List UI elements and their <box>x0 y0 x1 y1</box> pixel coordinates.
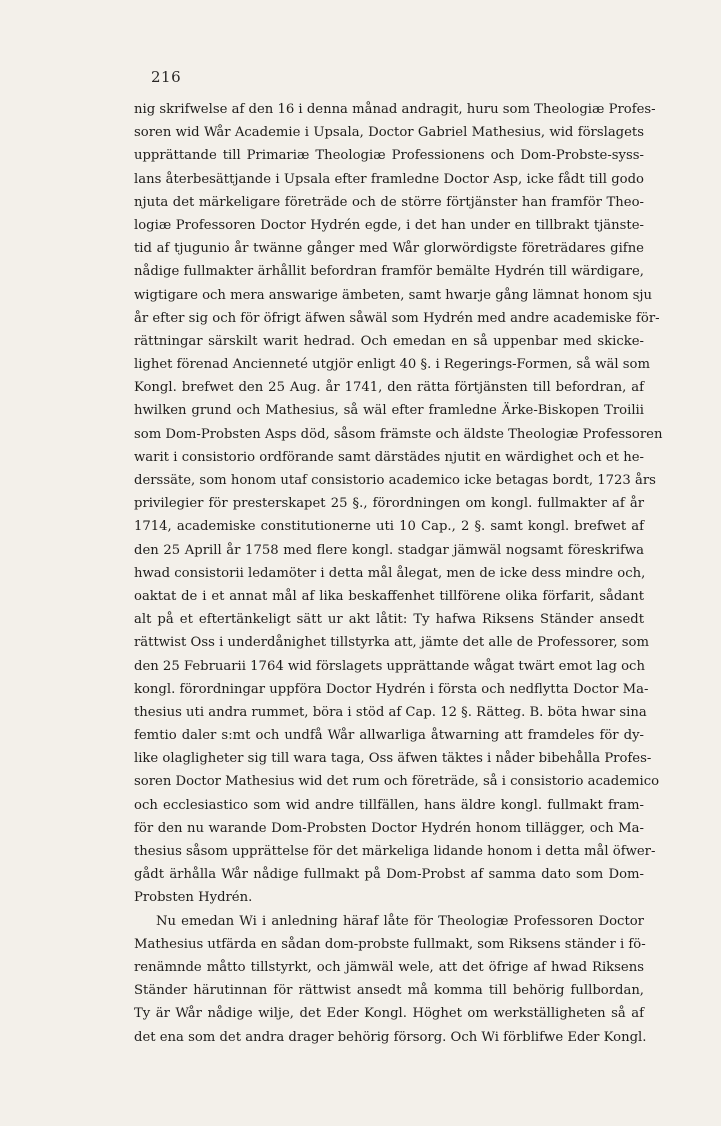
text-line: upprättande till Primariæ Theologiæ Professionens och Dom-Probste-syss- <box>134 148 644 164</box>
text-line: år efter sig och för öfrigt äfwen såwäl som Hydrén med andre academiske för- <box>134 310 660 326</box>
text-line: Ständer härutinnan för rättwist ansedt må komma till behörig fullbordan, <box>134 983 644 999</box>
text-line: oaktat de i et annat mål af lika beskaffenhet tillförene olika förfarit, sådant <box>134 588 644 604</box>
text-line: den 25 Februarii 1764 wid förslagets upprättande wågat twärt emot lag och <box>134 658 645 674</box>
text-line: logiæ Professoren Doctor Hydrén egde, i det han under en tillbrakt tjänste- <box>134 217 644 233</box>
body-text <box>134 98 663 1049</box>
text-line: Ty är Wår nådige wilje, det Eder Kongl. Höghet om werkställigheten så af <box>134 1006 644 1022</box>
text-line: Kongl. brefwet den 25 Aug. år 1741, den rätta förtjänsten till befordran, af <box>134 380 644 396</box>
text-line: 1714, academiske constitutionerne uti 10 Cap., 2 §. samt kongl. brefwet af <box>134 519 644 535</box>
text-line: rättningar särskilt warit hedrad. Och emedan en så uppenbar med skicke- <box>134 333 644 349</box>
text-line: nig skrifwelse af den 16 i denna månad andragit, huru som Theologiæ Profes- <box>134 102 656 117</box>
text-line: njuta det märkeligare företräde och de större förtjänster han framför Theo- <box>134 194 644 210</box>
text-line: gådt ärhålla Wår nådige fullmakt på Dom-Probst af samma dato som Dom- <box>134 867 644 883</box>
text-line: rättwist Oss i underdånighet tillstyrka att, jämte det alle de Professorer, som <box>134 635 649 651</box>
text-line: Probsten Hydrén. <box>134 890 253 906</box>
text-line: Mathesius utfärda en sådan dom-probste fullmakt, som Riksens ständer i fö- <box>134 936 646 952</box>
text-line: femtio daler s:mt och undfå Wår allwarliga åtwarning att framdeles för dy- <box>134 728 644 744</box>
text-line: alt på et eftertänkeligt sätt ur akt låtit: Ty hafwa Riksens Ständer ansedt <box>134 612 644 628</box>
text-line: soren Doctor Mathesius wid det rum och företräde, så i consistorio academico <box>134 774 660 790</box>
text-line: hwad consistorii ledamöter i detta mål ålegat, men de icke dess mindre och, <box>134 565 646 581</box>
text-line: hwilken grund och Mathesius, så wäl efter framledne Ärke-Biskopen Troilii <box>134 403 644 419</box>
text-line: som Dom-Probsten Asps död, såsom främste och äldste Theologiæ Professoren <box>134 426 663 442</box>
text-line: like olagligheter sig till wara taga, Oss äfwen täktes i nåder bibehålla Profes- <box>134 751 652 767</box>
text-line: thesius såsom upprättelse för det märkeliga lidande honom i detta mål öfwer- <box>134 844 656 859</box>
text-line: nådige fullmakter ärhållit befordran framför bemälte Hydrén till wärdigare, <box>134 264 644 280</box>
text-line: privilegier för presterskapet 25 §., förordningen om kongl. fullmakter af år <box>134 496 644 512</box>
text-line: för den nu warande Dom-Probsten Doctor Hydrén honom tillägger, och Ma- <box>134 820 644 836</box>
text-line: lighet förenad Ancienneté utgjör enligt 40 §. i Regerings-Formen, så wäl som <box>134 357 650 373</box>
text-line: renämnde måtto tillstyrkt, och jämwäl wele, att det öfrige af hwad Riksens <box>134 959 644 975</box>
text-line: thesius uti andra rummet, böra i stöd af Cap. 12 §. Rätteg. B. böta hwar sina <box>134 704 647 720</box>
page-number: 216 <box>151 68 182 86</box>
text-line: derssäte, som honom utaf consistorio academico icke betagas bordt, 1723 års <box>134 473 656 488</box>
text-line: tid af tjugunio år twänne gånger med Wår glorwördigste företrädares gifne <box>134 241 644 257</box>
text-line: Nu emedan Wi i anledning häraf låte för Theologiæ Professoren Doctor <box>156 913 644 929</box>
text-line: den 25 Aprill år 1758 med flere kongl. stadgar jämwäl nogsamt föreskrifwa <box>134 542 644 558</box>
text-line: lans återbesättjande i Upsala efter framledne Doctor Asp, icke fådt till godo <box>134 171 644 187</box>
text-line: wigtigare och mera answarige ämbeten, samt hwarje gång lämnat honom sju <box>134 287 653 303</box>
text-line: det ena som det andra drager behörig försorg. Och Wi förblifwe Eder Kongl. <box>134 1029 647 1045</box>
text-line: soren wid Wår Academie i Upsala, Doctor Gabriel Mathesius, wid förslagets <box>134 125 644 141</box>
text-line: warit i consistorio ordförande samt därstädes njutit en wärdighet och et he- <box>134 449 644 465</box>
text-line: och ecclesiastico som wid andre tillfällen, hans äldre kongl. fullmakt fram- <box>134 797 644 813</box>
text-line: kongl. förordningar uppföra Doctor Hydrén i första och nedflytta Doctor Ma- <box>134 681 649 697</box>
